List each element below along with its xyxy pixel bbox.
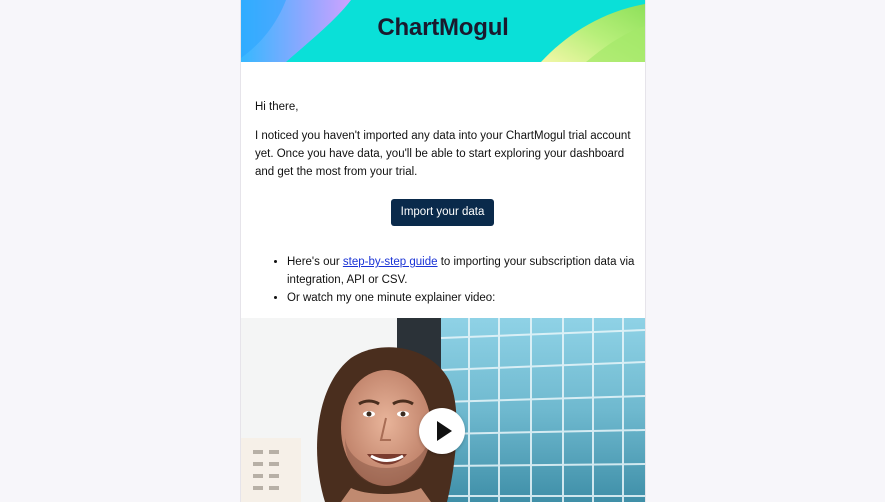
explainer-video-thumbnail[interactable] [241, 318, 645, 502]
play-button[interactable] [419, 408, 465, 454]
import-data-button[interactable]: Import your data [391, 199, 494, 226]
header-banner [241, 0, 645, 62]
tip-suffix: to importing your subscription data via integration, API or CSV. [287, 256, 635, 286]
email-body [240, 0, 646, 502]
list-item [287, 253, 646, 289]
step-by-step-guide-link[interactable]: step-by-step guide [342, 256, 438, 268]
list-item: • Or watch my one minute explainer video: [287, 289, 646, 307]
message-text: I noticed you haven't imported any data into your ChartMogul trial account yet. Once you have data, you'll be able to start exploring your dashboard and get the most from your trial. [255, 130, 631, 178]
brand-logo: ChartMogul [377, 14, 509, 41]
tip-prefix: Here's our [287, 256, 343, 268]
play-icon [437, 421, 452, 441]
greeting-text: Hi there, [255, 101, 299, 113]
tips-list [255, 253, 646, 307]
